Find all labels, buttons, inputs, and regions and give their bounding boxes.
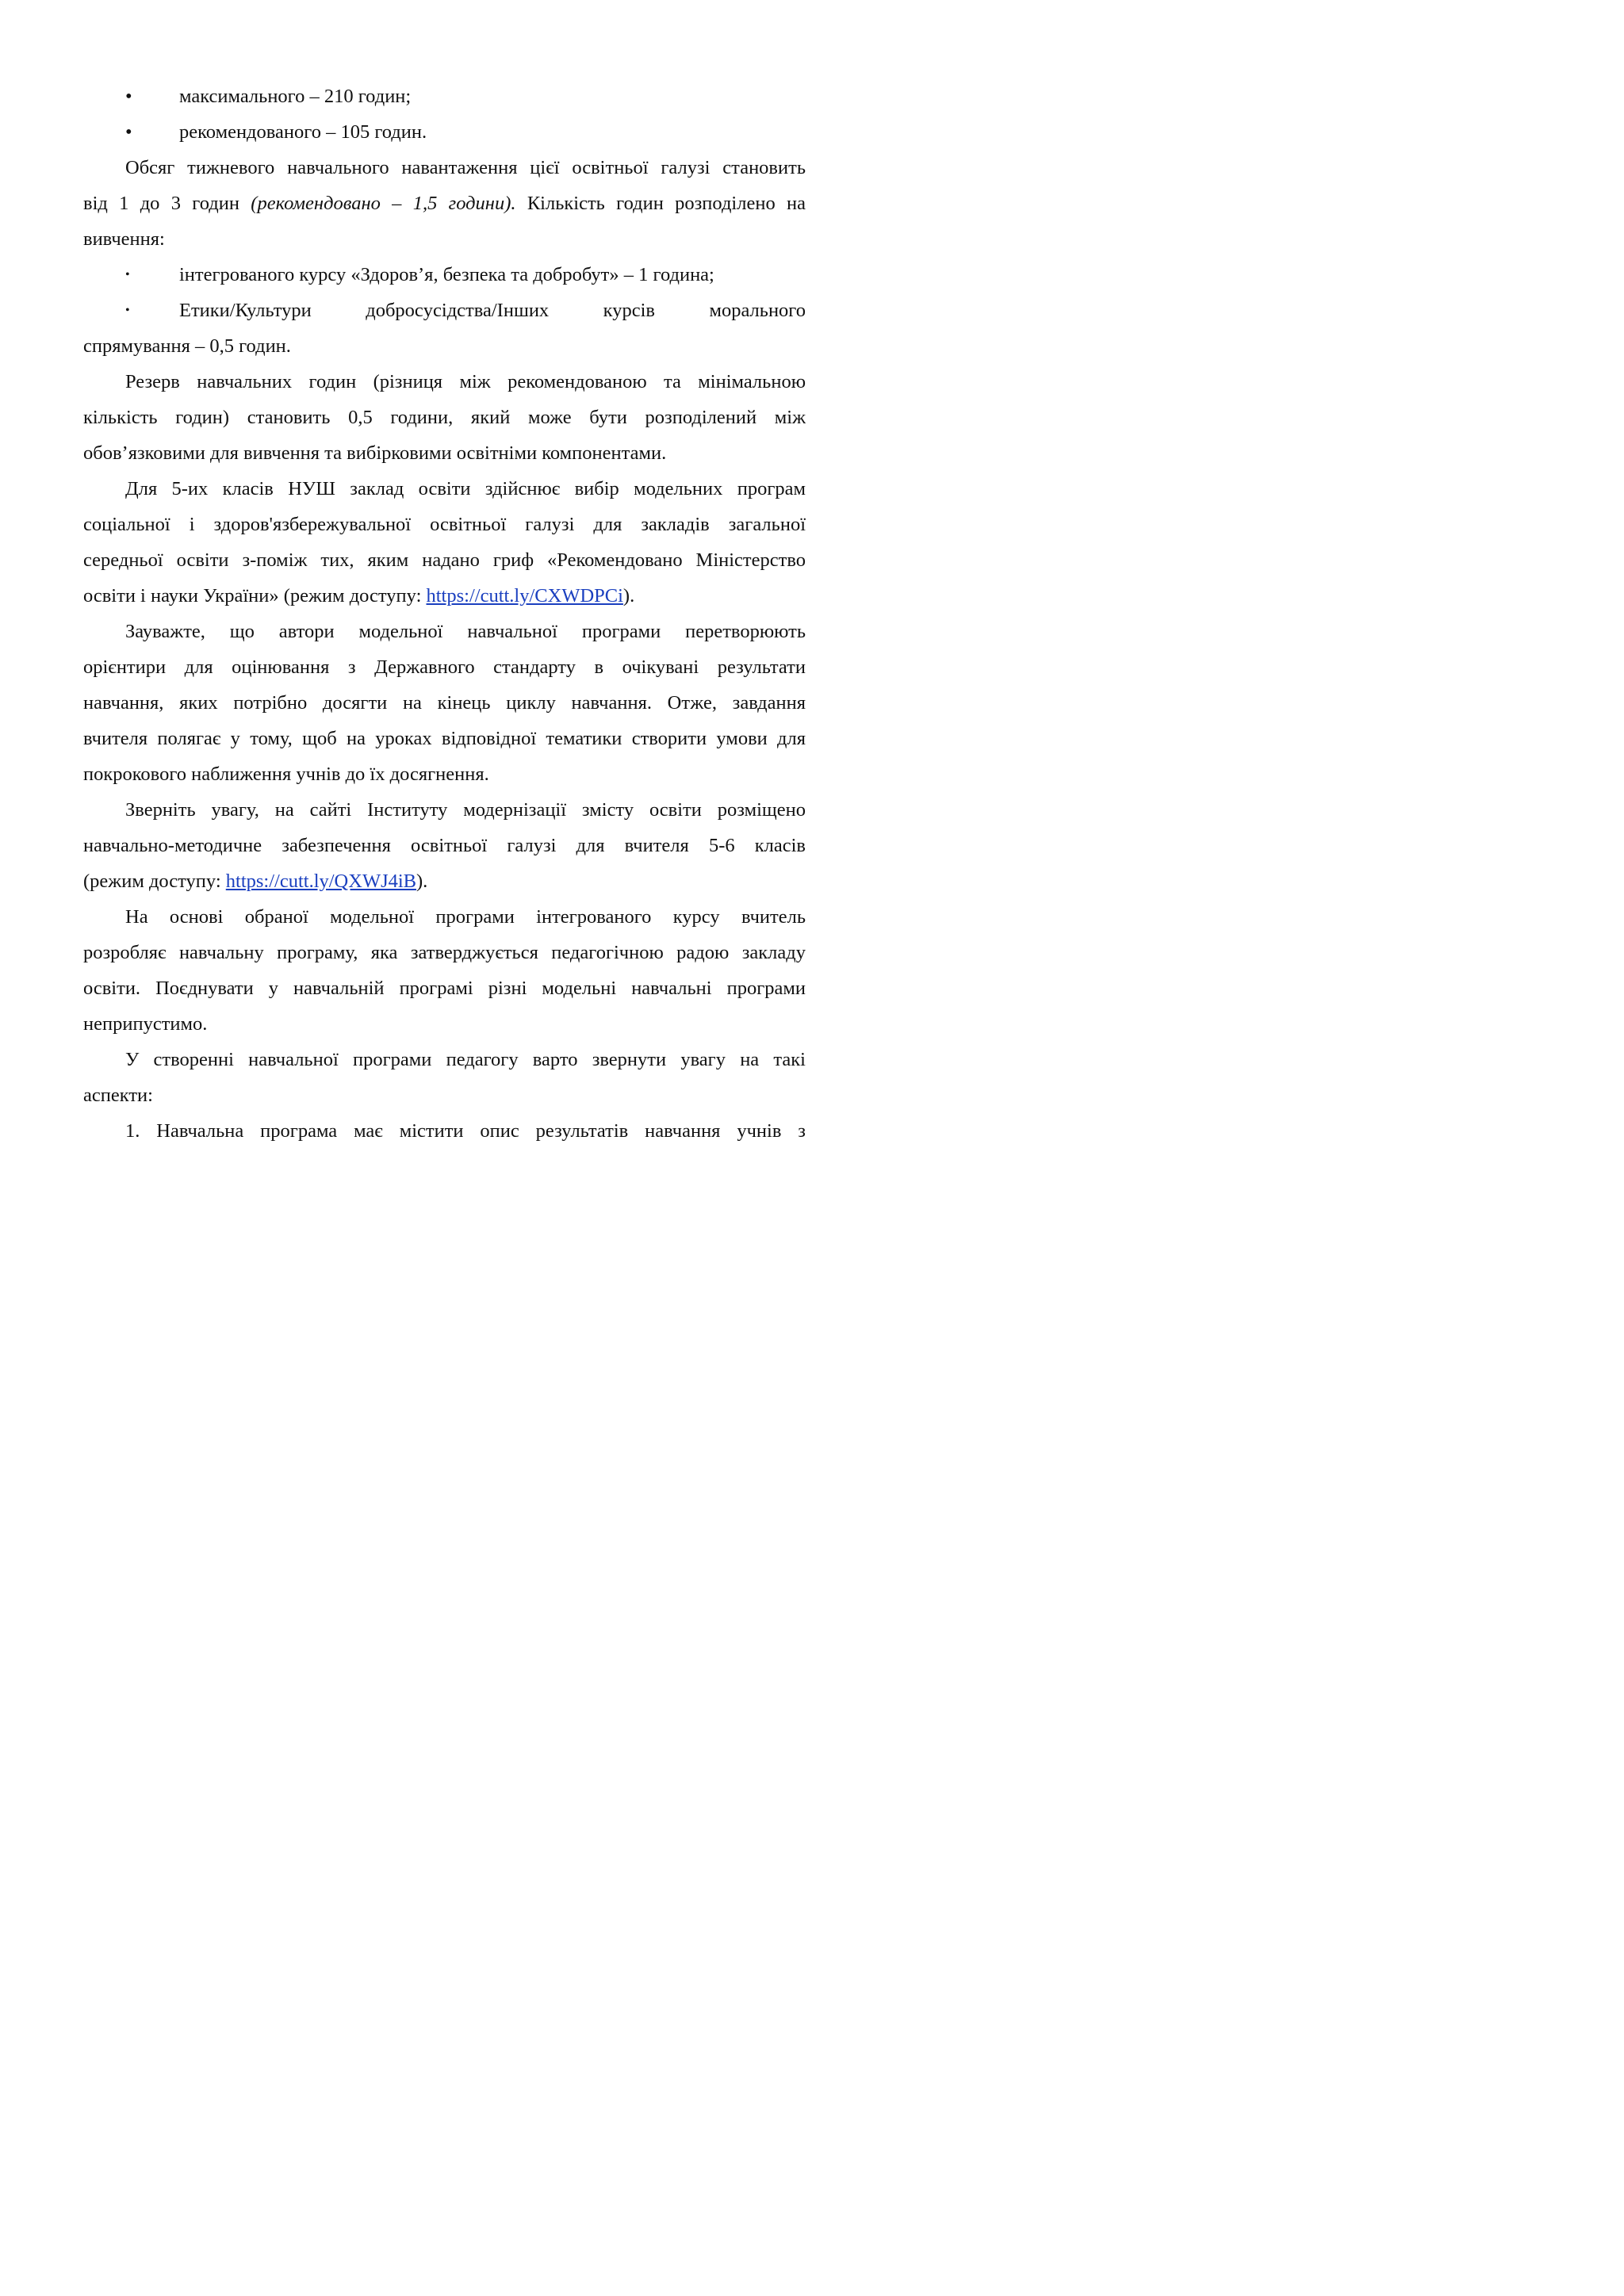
ministry-link[interactable]: https://cutt.ly/CXWDPCi bbox=[426, 585, 623, 607]
paragraph-text-line: Для 5-их класів НУШ заклад освіти здійснює вибір модельних програм bbox=[125, 478, 806, 499]
bullet-marker: • bbox=[125, 121, 132, 143]
bullet-marker: • bbox=[125, 86, 132, 107]
paragraph-text-line: вивчення: bbox=[83, 228, 165, 250]
bullet-item-integrated-course: інтегрованого курсу «Здоров’я, безпека та добробут» – 1 година; bbox=[179, 264, 714, 285]
bullet-marker: • bbox=[125, 268, 130, 281]
paragraph-text-line: навчання, яких потрібно досягти на кінець циклу навчання. Отже, завдання bbox=[83, 692, 806, 714]
document-page bbox=[0, 0, 878, 1241]
paragraph-text-line: обов’язковими для вивчення та вибірковими освітніми компонентами. bbox=[83, 442, 667, 464]
bullet-item-continuation: спрямування – 0,5 годин. bbox=[83, 335, 291, 357]
paragraph-text-line: У створенні навчальної програми педагогу варто звернути увагу на такі bbox=[125, 1049, 806, 1070]
paragraph-text-line: Зауважте, що автори модельної навчальної програми перетворюють bbox=[125, 621, 806, 642]
bullet-item-max-hours: максимального – 210 годин; bbox=[179, 86, 412, 107]
paragraph-text-line: вчителя полягає у тому, щоб на уроках відповідної тематики створити умови для bbox=[83, 728, 806, 749]
paragraph-text-line: неприпустимо. bbox=[83, 1013, 208, 1035]
text-run: (режим доступу: bbox=[83, 871, 226, 892]
text-run: Кількість годин розподілено на bbox=[515, 193, 806, 214]
institute-link[interactable]: https://cutt.ly/QXWJ4iB bbox=[225, 871, 417, 892]
paragraph-text-line bbox=[83, 584, 806, 609]
paragraph-text-line: аспекти: bbox=[83, 1085, 153, 1106]
text-run: ). bbox=[622, 585, 635, 607]
bullet-marker: • bbox=[125, 304, 130, 317]
bullet-item-ethics: Етики/Культури доброcусідства/Інших курсів морального bbox=[179, 300, 806, 321]
paragraph-text-line: навчально-методичне забезпечення освітньої галузі для вчителя 5-6 класів bbox=[83, 835, 806, 856]
paragraph-text-line: розробляє навчальну програму, яка затверджується педагогічною радою закладу bbox=[83, 942, 806, 963]
paragraph-text-line: орієнтири для оцінювання з Державного стандарту в очікувані результати bbox=[83, 656, 806, 678]
paragraph-text-line: середньої освіти з-поміж тих, яким надано гриф «Рекомендовано Міністерство bbox=[83, 549, 806, 571]
paragraph-text-line: освіти. Поєднувати у навчальній програмі різні модельні навчальні програми bbox=[83, 978, 806, 999]
paragraph-text-line: кількість годин) становить 0,5 години, який може бути розподілений між bbox=[83, 407, 806, 428]
text-run: ). bbox=[416, 871, 428, 892]
paragraph-text-line bbox=[83, 191, 806, 216]
paragraph-text-line: покрокового наближення учнів до їх досягнення. bbox=[83, 763, 489, 785]
paragraph-text-line bbox=[83, 869, 806, 894]
paragraph-text-line: Резерв навчальних годин (різниця між рекомендованою та мінімальною bbox=[125, 371, 806, 392]
text-run: освіти і науки України» (режим доступу: bbox=[83, 585, 427, 607]
paragraph-text-line: соціальної і здоров'язбережувальної освітньої галузі для закладів загальної bbox=[83, 514, 806, 535]
bullet-item-recommended-hours: рекомендованого – 105 годин. bbox=[179, 121, 427, 143]
paragraph-text-line: На основі обраної модельної програми інтегрованого курсу вчитель bbox=[125, 906, 806, 928]
italic-text-run: (рекомендовано – 1,5 години). bbox=[251, 193, 516, 214]
numbered-item-line: 1. Навчальна програма має містити опис результатів навчання учнів з bbox=[125, 1120, 806, 1142]
paragraph-text-line: Зверніть увагу, на сайті Інституту модернізації змісту освіти розміщено bbox=[125, 799, 806, 821]
text-run: від 1 до 3 годин bbox=[83, 193, 251, 214]
paragraph-text-line: Обсяг тижневого навчального навантаження цієї освітньої галузі становить bbox=[125, 157, 806, 178]
